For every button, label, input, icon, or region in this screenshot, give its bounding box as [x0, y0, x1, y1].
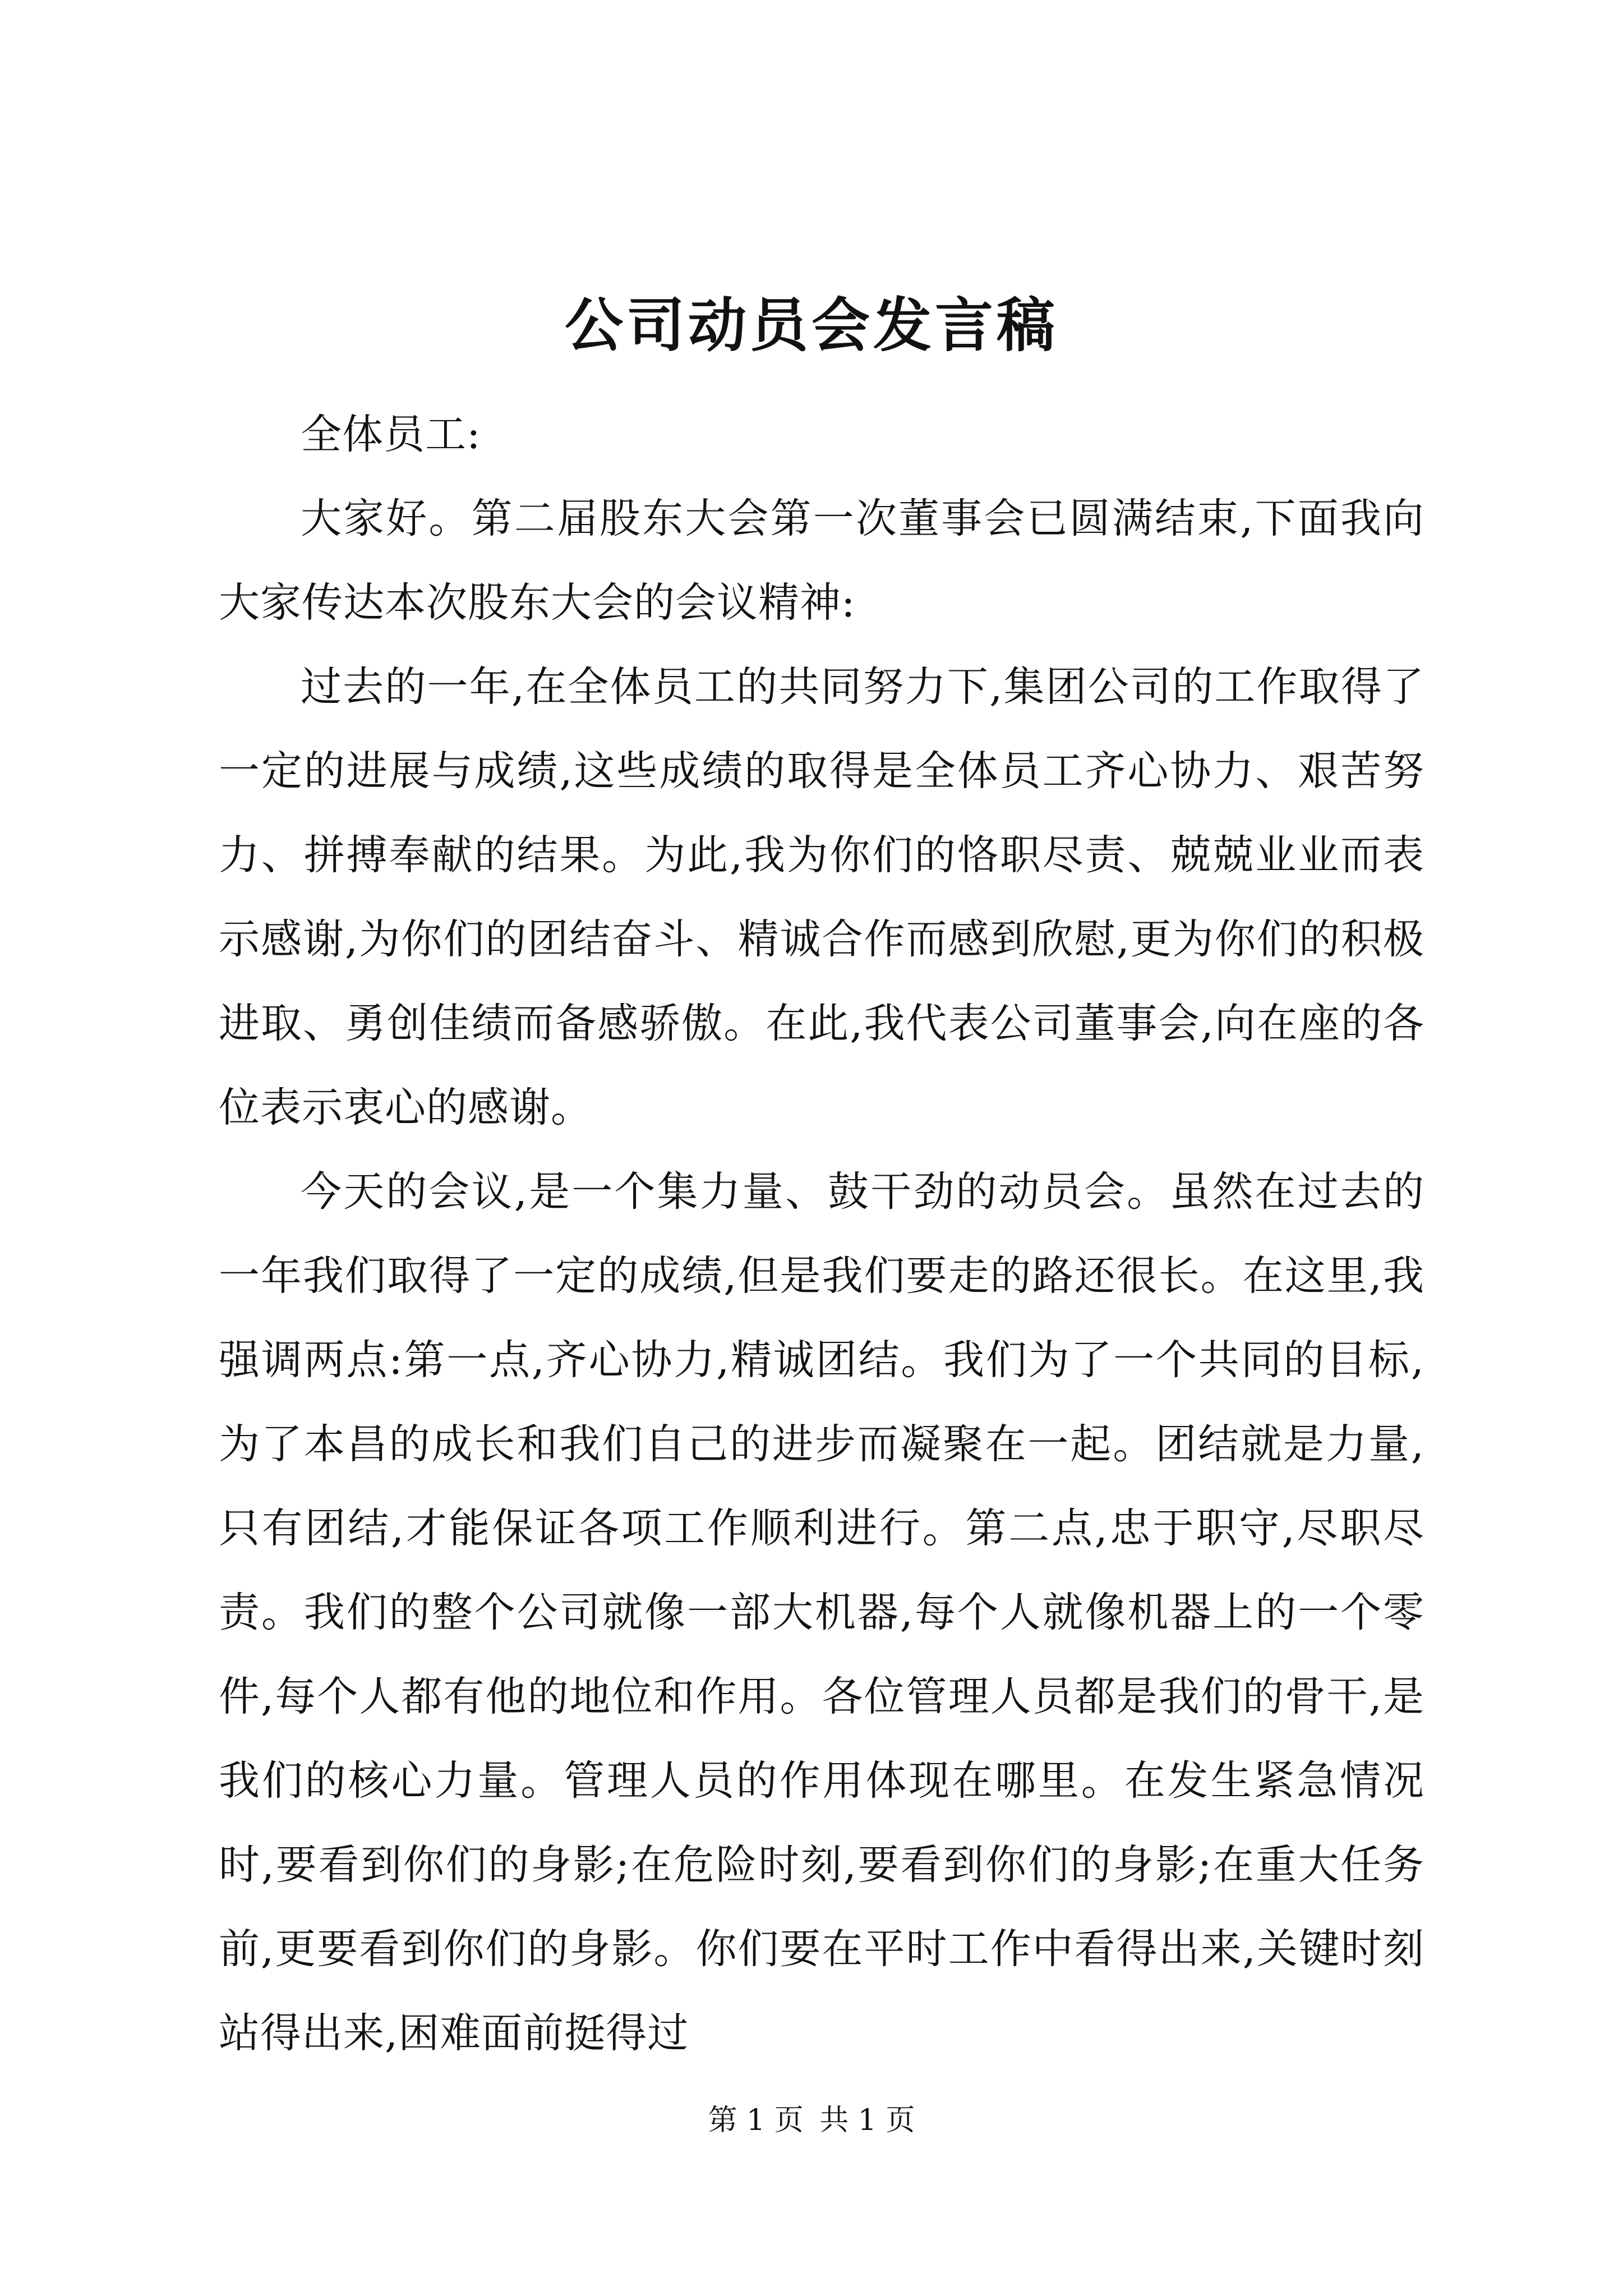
- salutation-paragraph: 全体员工:: [301, 411, 481, 458]
- body-paragraph: 大家好。第二届股东大会第一次董事会已圆满结束,下面我向大家传达本次股东大会的会议精神:: [219, 495, 1424, 627]
- document-body: [219, 393, 1424, 2076]
- body-paragraph: 今天的会议,是一个集力量、鼓干劲的动员会。虽然在过去的一年我们取得了一定的成绩,但是我们要走的路还很长。在这里,我强调两点:第一点,齐心协力,精诚团结。我们为了一个共同的目标,为了本昌的成长和我们自己的进步而凝聚在一起。团结就是力量,只有团结,才能保证各项工作顺利进行。第二点,忠于职守,尽职尽责。我们的整个公司就像一部大机器,每个人就像机器上的一个零件,每个人都有他的地位和作用。各位管理人员都是我们的骨干,是我们的核心力量。管理人员的作用体现在哪里。在发生紧急情况时,要看到你们的身影;在危险时刻,要看到你们的身影;在重大任务前,更要看到你们的身影。你们要在平时工作中看得出来,关键时刻站得出来,困难面前挺得过: [219, 1168, 1424, 2057]
- page-footer: [0, 2098, 1623, 2143]
- body-paragraph: 过去的一年,在全体员工的共同努力下,集团公司的工作取得了一定的进展与成绩,这些成绩的取得是全体员工齐心协力、艰苦努力、拼搏奉献的结果。为此,我为你们的恪职尽责、兢兢业业而表示感谢,为你们的团结奋斗、精诚合作而感到欣慰,更为你们的积极进取、勇创佳绩而备感骄傲。在此,我代表公司董事会,向在座的各位表示衷心的感谢。: [219, 663, 1425, 1131]
- document-title: 公司动员会发言稿: [564, 291, 1058, 360]
- page-total: 共 1 页: [819, 2104, 915, 2137]
- page-number: 第 1 页: [708, 2104, 804, 2137]
